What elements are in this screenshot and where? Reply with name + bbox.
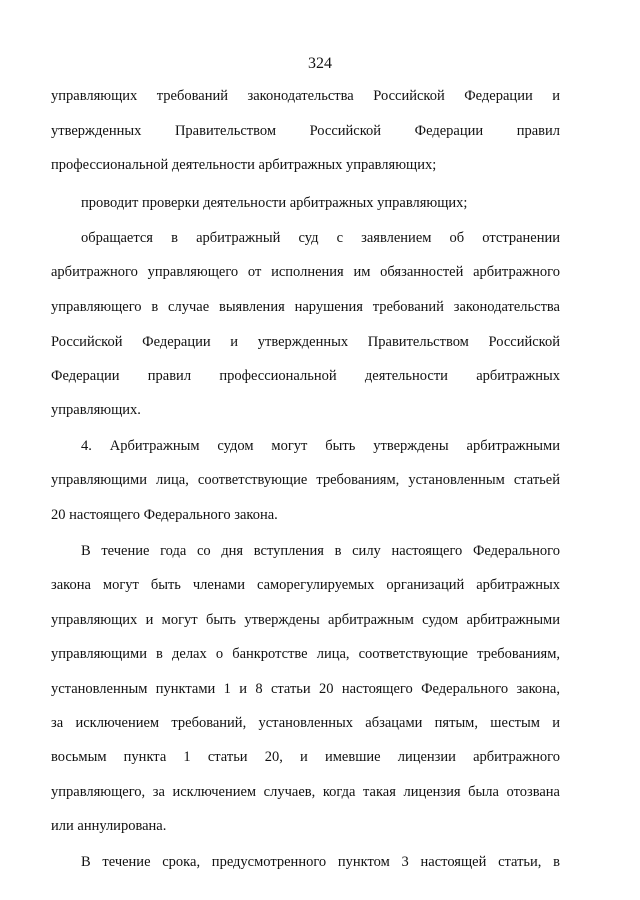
text-line: восьмым пункта 1 статьи 20, и имевшие лицензии арбитражного [51, 749, 560, 765]
text-line: В течение года со дня вступления в силу настоящего Федерального [81, 543, 560, 559]
text-line: В течение срока, предусмотренного пунктом 3 настоящей статьи, в [81, 854, 560, 870]
text-line: 4. Арбитражным судом могут быть утверждены арбитражными [81, 438, 560, 454]
text-line: закона могут быть членами саморегулируемых организаций арбитражных [51, 577, 560, 593]
text-line: управляющими лица, соответствующие требованиям, установленным статьей [51, 472, 560, 488]
text-line: управляющих. [51, 402, 141, 418]
text-line: 20 настоящего Федерального закона. [51, 507, 278, 523]
text-line: управляющих требований законодательства Российской Федерации и [51, 88, 560, 104]
text-line: Российской Федерации и утвержденных Правительством Российской [51, 334, 560, 350]
text-line: управляющего в случае выявления нарушения требований законодательства [51, 299, 560, 315]
text-line: проводит проверки деятельности арбитражных управляющих; [81, 195, 468, 211]
text-line: управляющими в делах о банкротстве лица, соответствующие требованиям, [51, 646, 560, 662]
text-line: управляющего, за исключением случаев, когда такая лицензия была отозвана [51, 784, 560, 800]
text-line: утвержденных Правительством Российской Федерации правил [51, 123, 560, 139]
text-line: профессиональной деятельности арбитражных управляющих; [51, 157, 437, 173]
text-line: установленным пунктами 1 и 8 статьи 20 настоящего Федерального закона, [51, 681, 560, 697]
text-line: или аннулирована. [51, 818, 167, 834]
text-line: за исключением требований, установленных абзацами пятым, шестым и [51, 715, 560, 731]
page-number: 324 [308, 55, 332, 72]
text-line: обращается в арбитражный суд с заявлением об отстранении [81, 230, 560, 246]
text-line: арбитражного управляющего от исполнения им обязанностей арбитражного [51, 264, 560, 280]
text-line: управляющих и могут быть утверждены арбитражным судом арбитражными [51, 612, 560, 628]
text-line: Федерации правил профессиональной деятельности арбитражных [51, 368, 560, 384]
